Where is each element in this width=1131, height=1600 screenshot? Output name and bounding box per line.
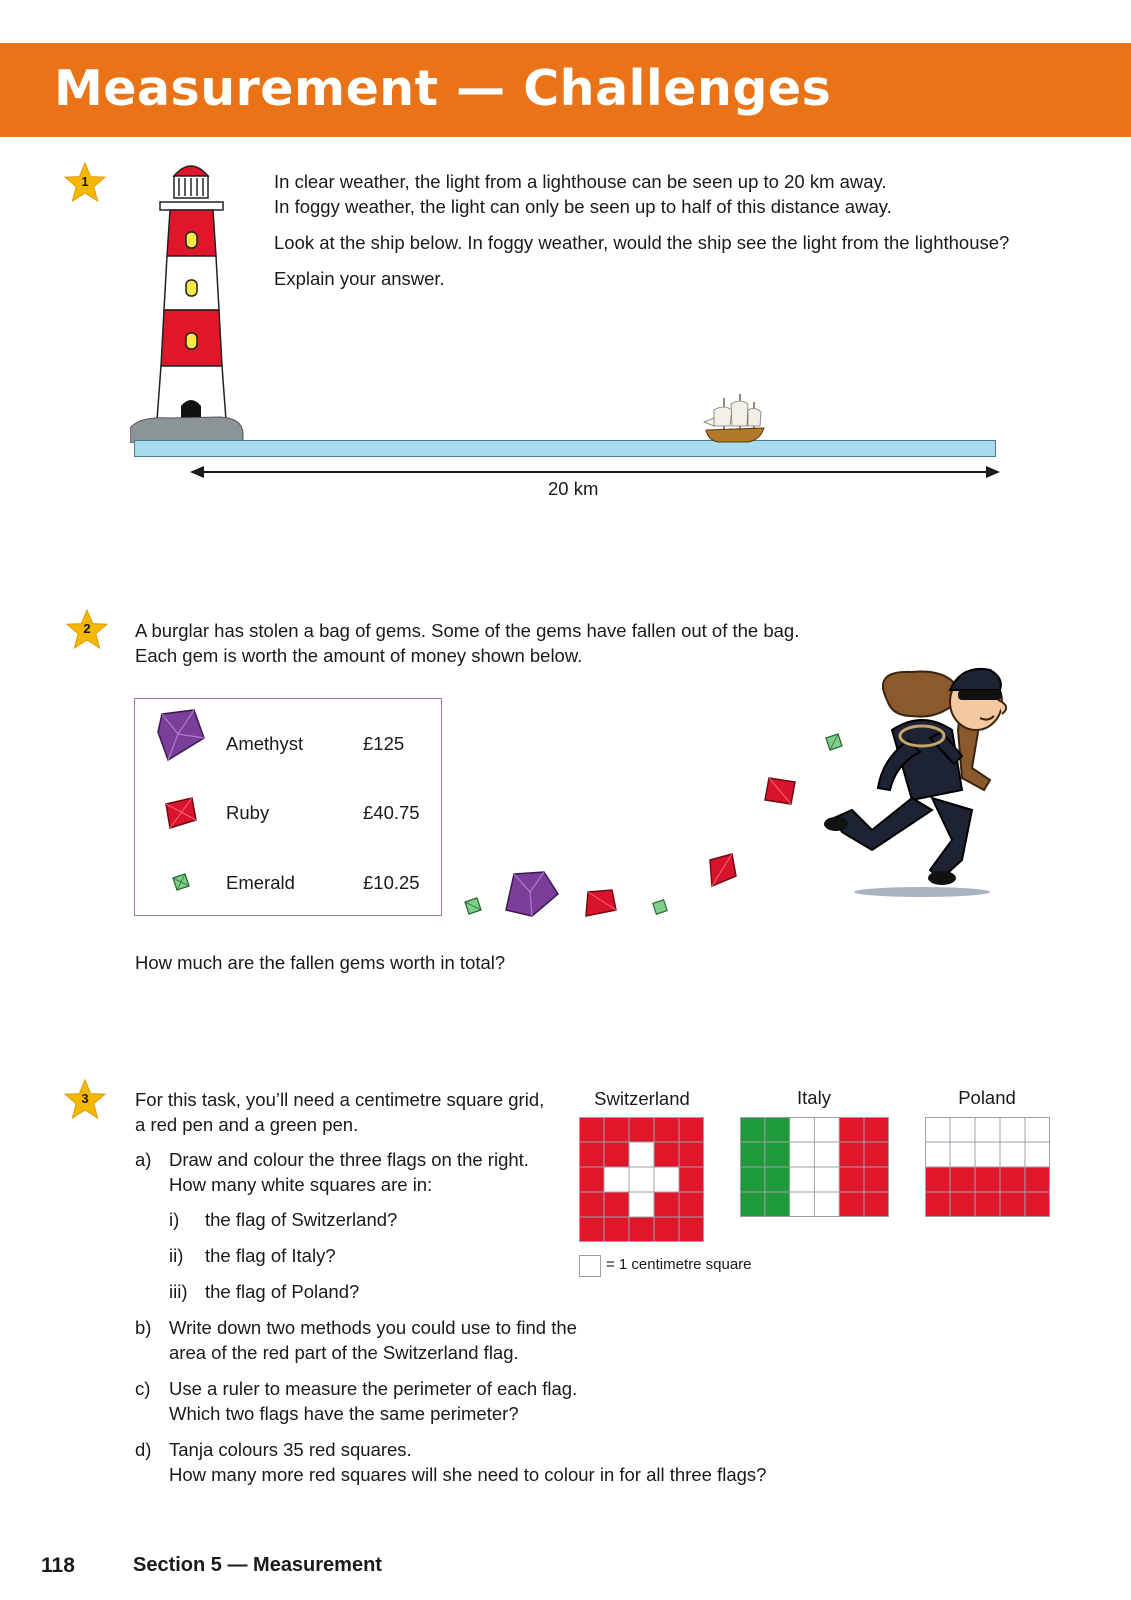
sea-strip bbox=[134, 440, 996, 457]
gem-name-ruby: Ruby bbox=[226, 802, 270, 823]
q3-c-line-1: Use a ruler to measure the perimeter of each flag. bbox=[169, 1378, 578, 1399]
q3-sub-iii-text: the flag of Poland? bbox=[205, 1281, 360, 1302]
q3-d-line-1: Tanja colours 35 red squares. bbox=[169, 1439, 412, 1460]
gem-price-ruby: £40.75 bbox=[363, 802, 420, 823]
distance-label: 20 km bbox=[548, 478, 599, 499]
flag-label-switzerland: Switzerland bbox=[594, 1088, 690, 1109]
lighthouse-icon bbox=[130, 158, 250, 443]
page-title: Measurement — Challenges bbox=[54, 60, 832, 117]
fallen-emerald-1 bbox=[462, 896, 484, 916]
q3-b-line-2: area of the red part of the Switzerland flag. bbox=[169, 1342, 519, 1363]
fallen-ruby-1 bbox=[582, 888, 618, 918]
q2-line-1: A burglar has stolen a bag of gems. Some of the gems have fallen out of the bag. bbox=[135, 620, 800, 641]
q3-a-line-2: How many white squares are in: bbox=[169, 1174, 433, 1195]
q2-line-2: Each gem is worth the amount of money shown below. bbox=[135, 645, 583, 666]
q3-sub-ii-label: ii) bbox=[169, 1245, 184, 1266]
section-footer: Section 5 — Measurement bbox=[133, 1554, 382, 1576]
italy-flag-grid bbox=[740, 1117, 889, 1217]
gem-price-amethyst: £125 bbox=[363, 733, 405, 754]
ship-icon bbox=[700, 390, 770, 446]
q3-b-label: b) bbox=[135, 1317, 152, 1338]
q3-a-label: a) bbox=[135, 1149, 152, 1170]
q3-sub-i-label: i) bbox=[169, 1209, 180, 1230]
switzerland-flag-grid bbox=[579, 1117, 704, 1242]
q2-question: How much are the fallen gems worth in total? bbox=[135, 952, 506, 973]
grid-key-label: = 1 centimetre square bbox=[606, 1256, 752, 1273]
q1-line-1: In clear weather, the light from a lighthouse can be seen up to 20 km away. bbox=[274, 171, 887, 192]
fallen-ruby-3 bbox=[763, 776, 799, 806]
fallen-emerald-2 bbox=[650, 898, 670, 916]
page-number: 118 bbox=[41, 1554, 75, 1577]
amethyst-icon bbox=[156, 708, 208, 764]
q3-c-line-2: Which two flags have the same perimeter? bbox=[169, 1403, 519, 1424]
q3-intro-2: a red pen and a green pen. bbox=[135, 1114, 359, 1135]
ruby-icon bbox=[162, 796, 198, 830]
question-3-star-icon: 3 bbox=[63, 1078, 107, 1122]
q1-line-3: Look at the ship below. In foggy weather, would the ship see the light from the lighthouse? bbox=[274, 232, 1010, 253]
q3-sub-i-text: the flag of Switzerland? bbox=[205, 1209, 398, 1230]
burglar-icon bbox=[812, 660, 1037, 900]
q1-line-4: Explain your answer. bbox=[274, 268, 445, 289]
q3-sub-ii-text: the flag of Italy? bbox=[205, 1245, 336, 1266]
flag-label-poland: Poland bbox=[958, 1087, 1016, 1108]
gem-price-emerald: £10.25 bbox=[363, 872, 420, 893]
q3-a-line-1: Draw and colour the three flags on the right. bbox=[169, 1149, 529, 1170]
q3-d-label: d) bbox=[135, 1439, 152, 1460]
q1-line-2: In foggy weather, the light can only be seen up to half of this distance away. bbox=[274, 196, 892, 217]
emerald-icon bbox=[171, 872, 191, 892]
gem-name-amethyst: Amethyst bbox=[226, 733, 304, 754]
q3-d-line-2: How many more red squares will she need to colour in for all three flags? bbox=[169, 1464, 767, 1485]
q3-b-line-1: Write down two methods you could use to find the bbox=[169, 1317, 577, 1338]
fallen-amethyst bbox=[504, 870, 562, 918]
poland-flag-grid bbox=[925, 1117, 1050, 1217]
flag-label-italy: Italy bbox=[797, 1087, 831, 1108]
gem-name-emerald: Emerald bbox=[226, 872, 295, 893]
question-2-star-icon: 2 bbox=[65, 608, 109, 652]
question-1-star-icon: 1 bbox=[63, 161, 107, 205]
q3-sub-iii-label: iii) bbox=[169, 1281, 188, 1302]
q3-c-label: c) bbox=[135, 1378, 151, 1399]
fallen-ruby-2 bbox=[706, 852, 738, 888]
grid-square-key bbox=[579, 1255, 601, 1277]
q3-intro-1: For this task, you’ll need a centimetre square grid, bbox=[135, 1089, 545, 1110]
